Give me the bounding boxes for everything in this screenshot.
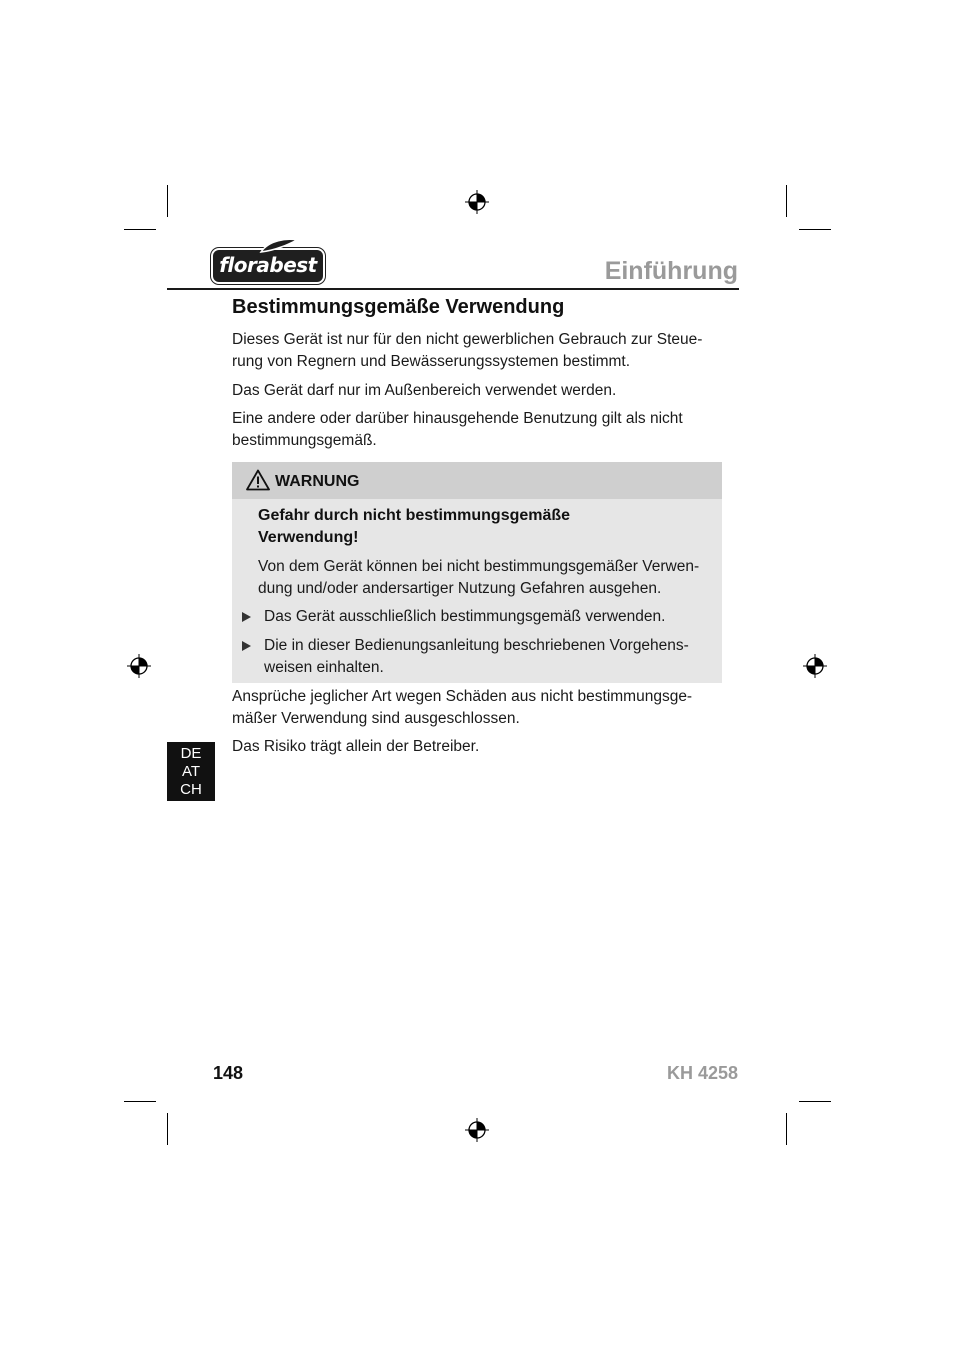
page-number: 148 (213, 1063, 244, 1083)
registration-mark-icon (803, 654, 827, 678)
warning-text: Von dem Gerät können bei nicht bestimmungsgemäßer Verwen- dung und/oder andersartiger Nutzung Gefahren ausgehen. (258, 558, 700, 597)
paragraph: Ansprüche jeglicher Art wegen Schäden aus nicht bestimmungsge- mäßer Verwendung sind ausgeschlossen. (232, 688, 693, 727)
warning-triangle-icon (246, 469, 270, 491)
brand-logo (213, 250, 323, 282)
language-code: AT (181, 763, 201, 780)
section-title: Einführung (604, 257, 738, 285)
language-tab (167, 742, 215, 801)
warning-title: Gefahr durch nicht bestimmungsgemäße Verwendung! (258, 507, 571, 546)
language-code: CH (180, 781, 202, 798)
header-divider (167, 288, 739, 290)
bullet-text: Die in dieser Bedienungsanleitung beschriebenen Vorgehens- weisen einhalten. (264, 637, 689, 676)
paragraph: Dieses Gerät ist nur für den nicht gewerblichen Gebrauch zur Steue- rung von Regnern und Bewässerungssystemen bestimmt. (232, 331, 703, 370)
crop-mark (124, 229, 156, 230)
crop-mark (786, 185, 787, 217)
paragraph: Das Risiko trägt allein der Betreiber. (232, 738, 480, 755)
leaf-icon (259, 238, 299, 254)
language-code: DE (180, 745, 202, 762)
crop-mark (799, 1101, 831, 1102)
warning-body (232, 499, 722, 683)
warning-header (232, 462, 722, 499)
paragraph: Das Gerät darf nur im Außenbereich verwendet werden. (232, 382, 617, 399)
crop-mark (799, 229, 831, 230)
crop-mark (167, 1113, 168, 1145)
bullet-text: Das Gerät ausschließlich bestimmungsgemäß verwenden. (264, 608, 666, 625)
warning-label: WARNUNG (275, 473, 360, 490)
brand-name: florabest (219, 253, 317, 277)
arrow-bullet-icon (242, 612, 251, 622)
model-number: KH 4258 (666, 1063, 738, 1083)
arrow-bullet-icon (242, 641, 251, 651)
registration-mark-icon (127, 654, 151, 678)
crop-mark (124, 1101, 156, 1102)
page-heading: Bestimmungsgemäße Verwendung (232, 296, 565, 318)
crop-mark (167, 185, 168, 217)
registration-mark-icon (465, 190, 489, 214)
crop-mark (786, 1113, 787, 1145)
paragraph: Eine andere oder darüber hinausgehende Benutzung gilt als nicht bestimmungsgemäß. (232, 410, 683, 449)
registration-mark-icon (465, 1118, 489, 1142)
